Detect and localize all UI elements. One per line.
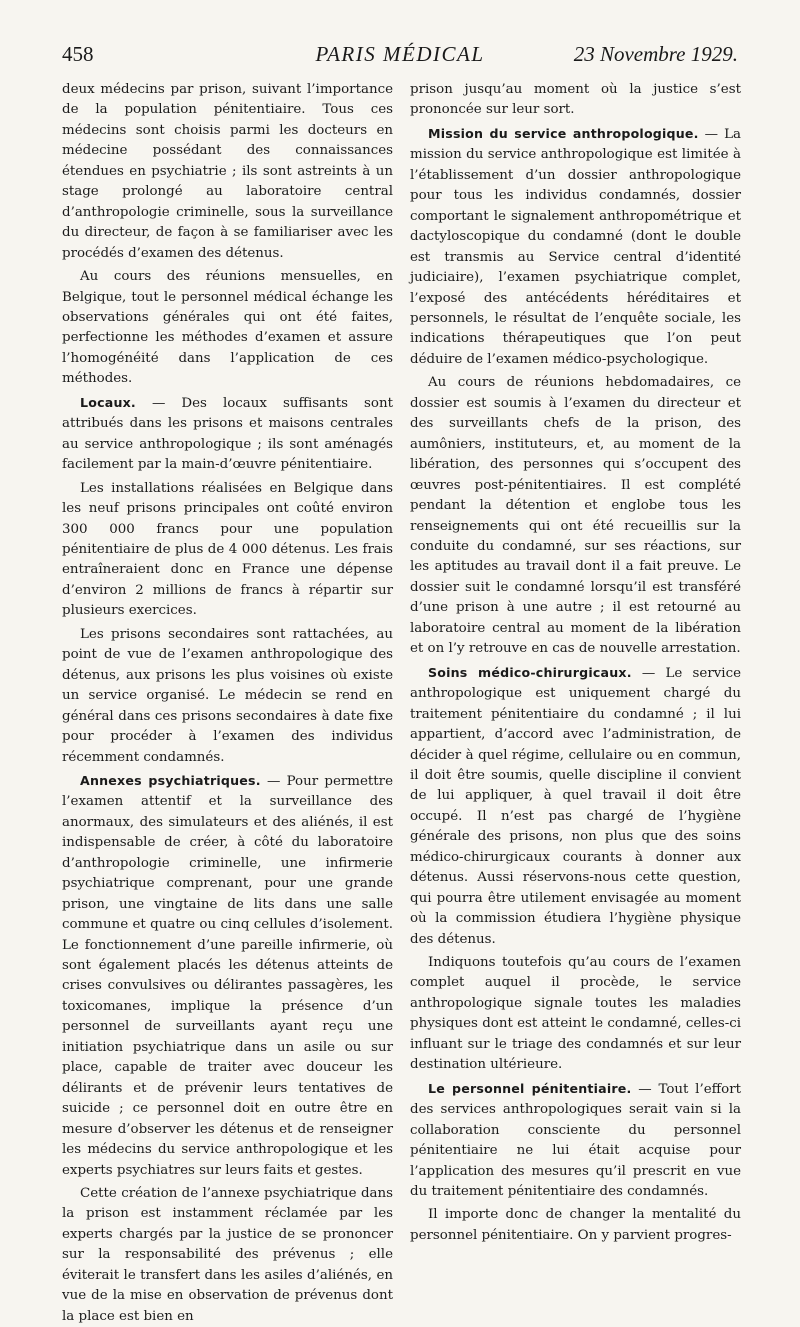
paragraph <box>62 625 393 768</box>
paragraph-text: prison jusqu’au moment où la justice s’est prononcée sur leur sort. <box>410 82 741 118</box>
paragraph <box>410 1079 741 1203</box>
paragraph <box>410 1205 741 1246</box>
paragraph-text: — Tout l’effort des services anthropologiques serait vain si la collaboration consciente du personnel pénitentiaire ne lui était acquise pour l’application des mesures qu’il prescrit en vue du traitement pénitentiaire des condamnés. <box>410 1081 741 1200</box>
right-column <box>410 80 741 1246</box>
paragraph <box>62 479 393 622</box>
paragraph <box>410 80 741 121</box>
paragraph-text: — Le service anthropologique est uniquement chargé du traitement pénitentiaire du condamné ; il lui appartient, d’accord avec l’administration, de décider à quel régime, cellulaire ou en commun, il doit être soumis, quelle discipline il convient de lui appliquer, à quel travail il doit être occupé. Il n’est pas chargé de l’hygiène générale des prisons, non plus que des soins médico-chirurgicaux courants à donner aux détenus. Aussi réservons-nous cette question, qui pourra être utilement envisagée au moment où la commission étudiera l’hygiène physique des détenus. <box>410 665 741 947</box>
paragraph-text: — Pour permettre l’examen attentif et la surveillance des anormaux, des simulateurs et des aliénés, il est indispensable de créer, à côté du laboratoire d’anthropologie criminelle, une infirmerie psychiatrique comprenant, pour une grande prison, une vingtaine de lits dans une salle commune et quatre ou cinq cellules d’isolement. Le fonctionnement d’une pareille infirmerie, où sont également placés les détenus atteints de crises convulsives ou délirantes passagères, les toxicomanes, implique la présence d’un personnel de surveillants ayant reçu une initiation psychiatrique dans un asile ou sur place, capable de traiter avec douceur les délirants et de prévenir leurs tentatives de suicide ; ce personnel doit en outre être en mesure d’observer les détenus et de renseigner les médecins du service anthropologique et les experts psychiatres sur leurs faits et gestes. <box>62 773 393 1178</box>
paragraph <box>410 124 741 370</box>
journal-title: PARIS MÉDICAL <box>315 42 485 66</box>
paragraph-text: Les installations réalisées en Belgique dans les neuf prisons principales ont coûté environ 300 000 francs pour une population pénitentiaire de plus de 4 000 détenus. Les frais entraîneraient donc en France une dépense d’environ 2 millions de francs à répartir sur plusieurs exercices. <box>62 480 393 619</box>
paragraph <box>410 953 741 1076</box>
paragraph <box>410 663 741 950</box>
paragraph-text: Cette création de l’annexe psychiatrique dans la prison est instamment réclamée par les experts chargés par la justice de se prononcer sur la responsabilité des prévenus ; elle éviterait le transfert dans les asiles d’aliénés, en vue de la mise en observation de prévenus dont la place est bien en <box>62 1186 393 1324</box>
paragraph-text: deux médecins par prison, suivant l’importance de la population pénitentiaire. Tous ces médecins sont choisis parmi les docteurs en médecine possédant des connaissances étendues en psychiatrie ; ils sont astreints à un stage prolongé au laboratoire central d’anthropologie criminelle, sous la surveillance du directeur, de façon à se familiariser avec les procédés d’examen des détenus. <box>62 82 393 261</box>
paragraph-text: Au cours de réunions hebdomadaires, ce dossier est soumis à l’examen du directeur et des surveillants chefs de la prison, des aumôniers, instituteurs, et, au moment de la libération, des personnes qui s’occupent des œuvres post-pénitentiaires. Il est complété pendant la détention et englobe tous les renseignements qui ont été recueillis sur la conduite du condamné, sur ses réactions, sur les aptitudes au travail dont il a fait preuve. Le dossier suit le condamné lorsqu’il est transféré d’une prison à une autre ; il est retourné au laboratoire central au moment de la libération et on l’y retrouve en cas de nouvelle arrestation. <box>410 375 741 657</box>
paragraph-text: Au cours des réunions mensuelles, en Belgique, tout le personnel médical échange les observations générales qui ont été faites, perfectionne les méthodes d’examen et assure l’homogénéité dans l’application de ces méthodes. <box>62 269 393 387</box>
section-heading: Soins médico-chirurgicaux. <box>428 664 632 680</box>
paragraph <box>62 80 393 264</box>
paragraph <box>62 267 393 390</box>
section-heading: Locaux. <box>80 394 136 410</box>
section-heading: Annexes psychiatriques. <box>80 772 261 788</box>
left-column <box>62 80 393 1327</box>
running-header <box>62 42 738 72</box>
paragraph-text: Les prisons secondaires sont rattachées, au point de vue de l’examen anthropologique des détenus, aux prisons les plus voisines où existe un service organisé. Le médecin se rend en général dans ces prisons secondaires à date fixe pour procéder à l’examen des individus récemment condamnés. <box>62 626 393 765</box>
paragraph <box>62 393 393 476</box>
paragraph-text: — La mission du service anthropologique est limitée à l’établissement d’un dossier anthropologique pour tous les individus condamnés, dossier comportant le signalement anthropométrique et dactyloscopique du condamné (dont le double est transmis au Service central d’identité judiciaire), l’examen psychiatrique complet, l’exposé des antécédents héréditaires et personnels, le résultat de l’enquête sociale, les indications thérapeutiques que l’on peut déduire de l’examen médico-psychologique. <box>410 126 741 367</box>
paragraph <box>62 1184 393 1327</box>
paragraph-text: Il importe donc de changer la mentalité du personnel pénitentiaire. On y parvient progres- <box>410 1207 741 1243</box>
page-number: 458 <box>62 42 94 66</box>
issue-date: 23 Novembre 1929. <box>573 42 738 66</box>
section-heading: Le personnel pénitentiaire. <box>428 1080 632 1096</box>
paragraph <box>410 373 741 659</box>
paragraph <box>62 771 393 1181</box>
section-heading: Mission du service anthropologique. <box>428 125 699 141</box>
paragraph-text: — Des locaux suffisants sont attribués dans les prisons et maisons centrales au service anthropologique ; ils sont aménagés facilement par la main-d’œuvre pénitentiaire. <box>62 395 393 473</box>
paragraph-text: Indiquons toutefois qu’au cours de l’examen complet auquel il procède, le service anthropologique signale toutes les maladies physiques dont est atteint le condamné, celles-ci influant sur le triage des condamnés et sur leur destination ultérieure. <box>410 955 741 1073</box>
